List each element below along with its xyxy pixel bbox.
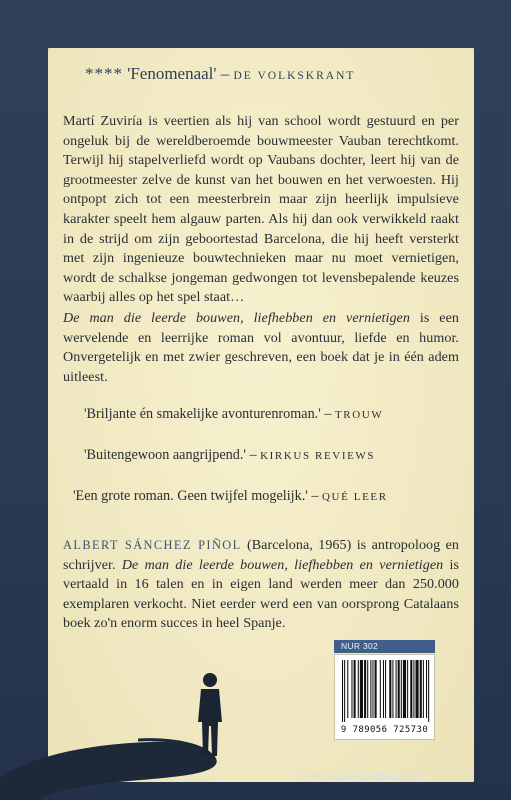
headline-quote: 'Fenomenaal'	[127, 64, 217, 83]
barcode-bar	[396, 660, 397, 718]
barcode-bar	[383, 660, 384, 718]
bio-text-1: (Barcelona, 1965) is antropoloog en schrijver.	[63, 537, 459, 573]
barcode-bar	[358, 660, 359, 718]
summary-text: is een wervelende en leerrijke roman vol avontuur, liefde en humor. Onvergetelijk en met zwier geschreven, een boek dat je in één adem uitleest.	[63, 310, 460, 385]
person-silhouette	[198, 673, 222, 756]
barcode-bar	[401, 660, 402, 718]
barcode-bar	[407, 660, 408, 718]
review-quote-source: TROUW	[334, 409, 384, 421]
barcode-bar	[426, 660, 427, 718]
barcode-bar	[360, 660, 363, 718]
winding-road	[0, 742, 217, 800]
review-quote-dash: –	[320, 406, 335, 422]
barcode-bar	[398, 660, 400, 718]
summary-paragraph	[63, 309, 459, 387]
barcode-bar	[389, 660, 391, 718]
description-paragraph: Martí Zuviría is veertien als hij van school wordt gestuurd en per ongeluk bij de wereldberoemde bouwmeester Vauban terechtkomt. Terwijl hij stapelverliefd wordt op Vaubans dochter, leert hij van de grootmeester zelve de kunst van het bouwen en het verwoesten. Hij ontpopt zich tot een meesterbrein maar zijn heerlijk impulsieve karakter speelt hem algauw parten. Als hij dan ook verwikkeld raakt in de strijd om zijn geboortestad Barcelona, die hij heeft versterkt met zijn ingenieuze bouwtechnieken maar nu moet vernietigen, wordt de schalkse jongeman gedwongen tot levensbepalende keuzes waarbij alles op het spel staat…	[63, 113, 459, 306]
bio-book-title: De man die leerde bouwen, liefhebben en vernietigen	[121, 556, 444, 573]
isbn-barcode	[334, 654, 435, 740]
barcode-bar	[420, 660, 422, 718]
barcode-bar	[385, 660, 386, 718]
barcode-bar	[364, 660, 366, 718]
bio-text-2: is vertaald in 16 talen en in eigen land werden meer dan 250.000 exemplaren verkocht. Niet eerder werd een van oorsprong Catalaans boek zo'n enorm succes in heel Spanje.	[63, 556, 459, 632]
barcode-bar	[416, 660, 419, 718]
barcode-bar	[347, 660, 348, 718]
summary-book-title: De man die leerde bouwen, liefhebben en vernietigen	[63, 310, 410, 326]
author-bio	[63, 536, 459, 634]
review-quote-text: 'Briljante én smakelijke avonturenroman.'	[84, 406, 321, 422]
nur-code-label: NUR 302	[334, 640, 435, 653]
barcode-bar	[342, 660, 343, 722]
headline-review	[85, 64, 445, 84]
headline-dash: –	[216, 64, 234, 83]
review-quote-text: 'Een grote roman. Geen twijfel mogelijk.'	[73, 488, 308, 504]
publisher-url: www.uitgeverijsignatuur.nl	[301, 771, 421, 782]
review-quote-source: KIRKUS REVIEWS	[260, 450, 376, 462]
review-quote-3	[73, 488, 388, 505]
barcode-bar	[372, 660, 373, 718]
review-quote-dash: –	[307, 488, 322, 504]
review-quote-2	[84, 447, 375, 464]
review-quote-dash: –	[245, 447, 261, 463]
isbn-number: 9 789056 725730	[340, 725, 429, 735]
barcode-bar	[410, 660, 412, 718]
barcode-bar	[428, 660, 429, 722]
silhouette-road-illustration	[0, 660, 334, 800]
barcode-bar	[392, 660, 393, 718]
review-quote-1	[84, 406, 383, 423]
rating-stars: ****	[85, 64, 123, 83]
barcode-bar	[354, 660, 356, 718]
headline-source: DE VOLKSKRANT	[233, 70, 356, 82]
barcode-bar	[375, 660, 377, 718]
barcode-bar	[423, 660, 424, 718]
author-name: ALBERT SÁNCHEZ PIÑOL	[63, 538, 242, 552]
barcode-bar	[403, 660, 406, 718]
barcode-bar	[380, 660, 381, 718]
barcode-bars	[340, 660, 431, 722]
review-quote-text: 'Buitengewoon aangrijpend.'	[84, 447, 246, 463]
barcode-bar	[351, 660, 352, 718]
barcode-bar	[413, 660, 414, 718]
review-quote-source: QUÉ LEER	[322, 491, 388, 503]
barcode-bar	[367, 660, 368, 718]
barcode-bar	[344, 660, 345, 722]
barcode-bar	[370, 660, 371, 718]
